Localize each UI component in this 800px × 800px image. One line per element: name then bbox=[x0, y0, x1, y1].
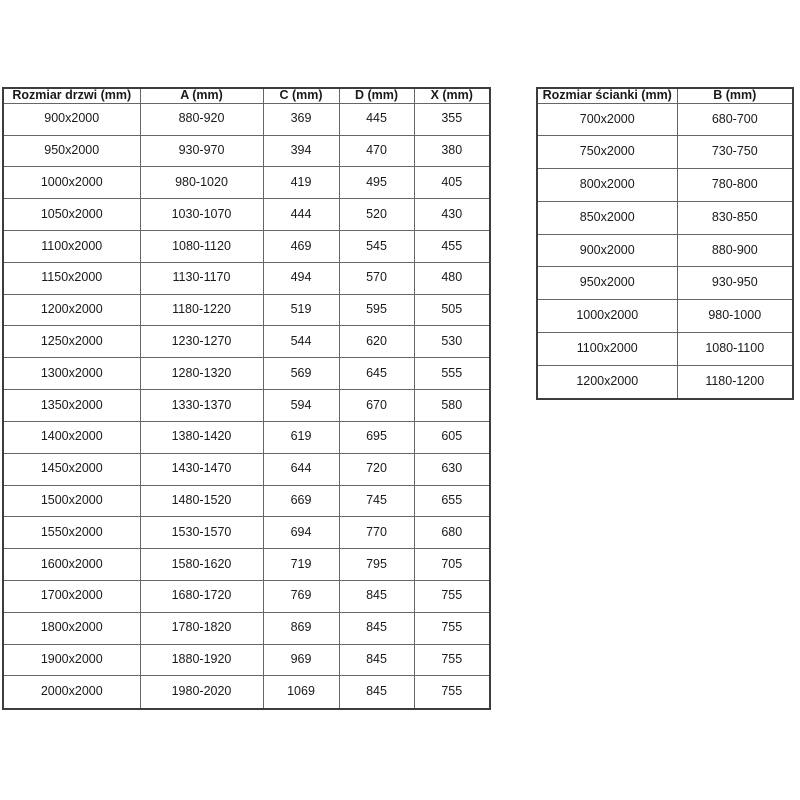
table-cell: 750x2000 bbox=[537, 136, 677, 169]
table-row bbox=[537, 136, 793, 169]
table-cell: 1330-1370 bbox=[140, 390, 263, 422]
wall-sizes-body bbox=[537, 103, 793, 399]
table-row bbox=[537, 300, 793, 333]
table-row bbox=[3, 135, 490, 167]
table-cell: 730-750 bbox=[677, 136, 793, 169]
table-cell: 1430-1470 bbox=[140, 453, 263, 485]
table-cell: 519 bbox=[263, 294, 339, 326]
table-cell: 705 bbox=[414, 549, 490, 581]
table-cell: 880-920 bbox=[140, 103, 263, 135]
table-cell: 795 bbox=[339, 549, 414, 581]
table-cell: 444 bbox=[263, 199, 339, 231]
table-cell: 369 bbox=[263, 103, 339, 135]
door-sizes-table bbox=[2, 87, 491, 710]
table-cell: 1400x2000 bbox=[3, 421, 140, 453]
table-cell: 1480-1520 bbox=[140, 485, 263, 517]
table-cell: 1180-1220 bbox=[140, 294, 263, 326]
table-cell: 569 bbox=[263, 358, 339, 390]
table-row bbox=[537, 365, 793, 399]
table-row bbox=[3, 580, 490, 612]
table-row bbox=[3, 517, 490, 549]
table-cell: 1800x2000 bbox=[3, 612, 140, 644]
table-cell: 595 bbox=[339, 294, 414, 326]
table-cell: 1200x2000 bbox=[537, 365, 677, 399]
table-cell: 769 bbox=[263, 580, 339, 612]
table-cell: 720 bbox=[339, 453, 414, 485]
table-cell: 800x2000 bbox=[537, 169, 677, 202]
door-sizes-body bbox=[3, 103, 490, 709]
table-cell: 655 bbox=[414, 485, 490, 517]
table-cell: 645 bbox=[339, 358, 414, 390]
table-row bbox=[3, 421, 490, 453]
table-row bbox=[537, 103, 793, 136]
table-row bbox=[537, 201, 793, 234]
table-cell: 1600x2000 bbox=[3, 549, 140, 581]
table-cell: 680-700 bbox=[677, 103, 793, 136]
table-row bbox=[537, 332, 793, 365]
table-row bbox=[3, 262, 490, 294]
table-row bbox=[3, 549, 490, 581]
table-cell: 1050x2000 bbox=[3, 199, 140, 231]
table-cell: 469 bbox=[263, 231, 339, 263]
table-cell: 1550x2000 bbox=[3, 517, 140, 549]
table-cell: 1280-1320 bbox=[140, 358, 263, 390]
table-cell: 950x2000 bbox=[3, 135, 140, 167]
table-cell: 630 bbox=[414, 453, 490, 485]
table-cell: 770 bbox=[339, 517, 414, 549]
table-cell: 394 bbox=[263, 135, 339, 167]
table-cell: 845 bbox=[339, 580, 414, 612]
table-cell: 680 bbox=[414, 517, 490, 549]
table-row bbox=[537, 267, 793, 300]
table-cell: 1880-1920 bbox=[140, 644, 263, 676]
table-cell: 1100x2000 bbox=[3, 231, 140, 263]
table-row bbox=[3, 390, 490, 422]
table-cell: 780-800 bbox=[677, 169, 793, 202]
table-cell: 594 bbox=[263, 390, 339, 422]
table-cell: 845 bbox=[339, 644, 414, 676]
table-row bbox=[537, 169, 793, 202]
table-cell: 900x2000 bbox=[537, 234, 677, 267]
table-cell: 930-970 bbox=[140, 135, 263, 167]
table-cell: 980-1020 bbox=[140, 167, 263, 199]
column-header: D (mm) bbox=[339, 88, 414, 103]
table-cell: 1380-1420 bbox=[140, 421, 263, 453]
table-cell: 755 bbox=[414, 644, 490, 676]
table-cell: 495 bbox=[339, 167, 414, 199]
table-cell: 930-950 bbox=[677, 267, 793, 300]
door-sizes-header-row bbox=[3, 88, 490, 103]
table-cell: 1180-1200 bbox=[677, 365, 793, 399]
table-cell: 1680-1720 bbox=[140, 580, 263, 612]
table-row bbox=[3, 358, 490, 390]
table-cell: 1350x2000 bbox=[3, 390, 140, 422]
table-row bbox=[537, 234, 793, 267]
table-cell: 570 bbox=[339, 262, 414, 294]
table-cell: 1980-2020 bbox=[140, 676, 263, 709]
table-cell: 845 bbox=[339, 612, 414, 644]
table-cell: 719 bbox=[263, 549, 339, 581]
table-cell: 695 bbox=[339, 421, 414, 453]
table-cell: 1030-1070 bbox=[140, 199, 263, 231]
column-header: A (mm) bbox=[140, 88, 263, 103]
table-cell: 1080-1120 bbox=[140, 231, 263, 263]
table-cell: 644 bbox=[263, 453, 339, 485]
table-cell: 670 bbox=[339, 390, 414, 422]
table-cell: 580 bbox=[414, 390, 490, 422]
table-cell: 1250x2000 bbox=[3, 326, 140, 358]
table-row bbox=[3, 294, 490, 326]
table-cell: 755 bbox=[414, 676, 490, 709]
table-cell: 700x2000 bbox=[537, 103, 677, 136]
table-cell: 755 bbox=[414, 612, 490, 644]
table-row bbox=[3, 644, 490, 676]
table-cell: 1150x2000 bbox=[3, 262, 140, 294]
table-cell: 669 bbox=[263, 485, 339, 517]
table-cell: 2000x2000 bbox=[3, 676, 140, 709]
wall-sizes-table bbox=[536, 87, 794, 400]
table-cell: 430 bbox=[414, 199, 490, 231]
column-header: Rozmiar ścianki (mm) bbox=[537, 88, 677, 103]
table-cell: 980-1000 bbox=[677, 300, 793, 333]
table-cell: 1000x2000 bbox=[537, 300, 677, 333]
table-cell: 445 bbox=[339, 103, 414, 135]
table-cell: 850x2000 bbox=[537, 201, 677, 234]
table-cell: 694 bbox=[263, 517, 339, 549]
table-cell: 1000x2000 bbox=[3, 167, 140, 199]
table-cell: 620 bbox=[339, 326, 414, 358]
table-row bbox=[3, 485, 490, 517]
table-cell: 845 bbox=[339, 676, 414, 709]
table-cell: 494 bbox=[263, 262, 339, 294]
table-cell: 544 bbox=[263, 326, 339, 358]
table-cell: 869 bbox=[263, 612, 339, 644]
table-cell: 1200x2000 bbox=[3, 294, 140, 326]
table-cell: 605 bbox=[414, 421, 490, 453]
table-cell: 1300x2000 bbox=[3, 358, 140, 390]
table-cell: 419 bbox=[263, 167, 339, 199]
table-cell: 545 bbox=[339, 231, 414, 263]
table-cell: 969 bbox=[263, 644, 339, 676]
table-cell: 380 bbox=[414, 135, 490, 167]
table-row bbox=[3, 103, 490, 135]
table-row bbox=[3, 612, 490, 644]
column-header: B (mm) bbox=[677, 88, 793, 103]
table-cell: 530 bbox=[414, 326, 490, 358]
table-row bbox=[3, 199, 490, 231]
table-cell: 950x2000 bbox=[537, 267, 677, 300]
table-cell: 900x2000 bbox=[3, 103, 140, 135]
table-cell: 1069 bbox=[263, 676, 339, 709]
table-cell: 555 bbox=[414, 358, 490, 390]
table-cell: 1230-1270 bbox=[140, 326, 263, 358]
table-cell: 1780-1820 bbox=[140, 612, 263, 644]
table-row bbox=[3, 167, 490, 199]
column-header: Rozmiar drzwi (mm) bbox=[3, 88, 140, 103]
table-cell: 355 bbox=[414, 103, 490, 135]
table-row bbox=[3, 231, 490, 263]
table-cell: 880-900 bbox=[677, 234, 793, 267]
table-cell: 1080-1100 bbox=[677, 332, 793, 365]
table-cell: 405 bbox=[414, 167, 490, 199]
column-header: C (mm) bbox=[263, 88, 339, 103]
table-row bbox=[3, 676, 490, 709]
table-cell: 480 bbox=[414, 262, 490, 294]
table-cell: 619 bbox=[263, 421, 339, 453]
column-header: X (mm) bbox=[414, 88, 490, 103]
table-cell: 1450x2000 bbox=[3, 453, 140, 485]
table-cell: 455 bbox=[414, 231, 490, 263]
table-cell: 1100x2000 bbox=[537, 332, 677, 365]
table-cell: 470 bbox=[339, 135, 414, 167]
table-cell: 1130-1170 bbox=[140, 262, 263, 294]
table-row bbox=[3, 453, 490, 485]
table-cell: 1500x2000 bbox=[3, 485, 140, 517]
table-cell: 1530-1570 bbox=[140, 517, 263, 549]
wall-sizes-header-row bbox=[537, 88, 793, 103]
table-row bbox=[3, 326, 490, 358]
table-cell: 1580-1620 bbox=[140, 549, 263, 581]
table-cell: 520 bbox=[339, 199, 414, 231]
table-cell: 1900x2000 bbox=[3, 644, 140, 676]
table-cell: 755 bbox=[414, 580, 490, 612]
table-cell: 1700x2000 bbox=[3, 580, 140, 612]
table-cell: 745 bbox=[339, 485, 414, 517]
table-cell: 505 bbox=[414, 294, 490, 326]
table-cell: 830-850 bbox=[677, 201, 793, 234]
